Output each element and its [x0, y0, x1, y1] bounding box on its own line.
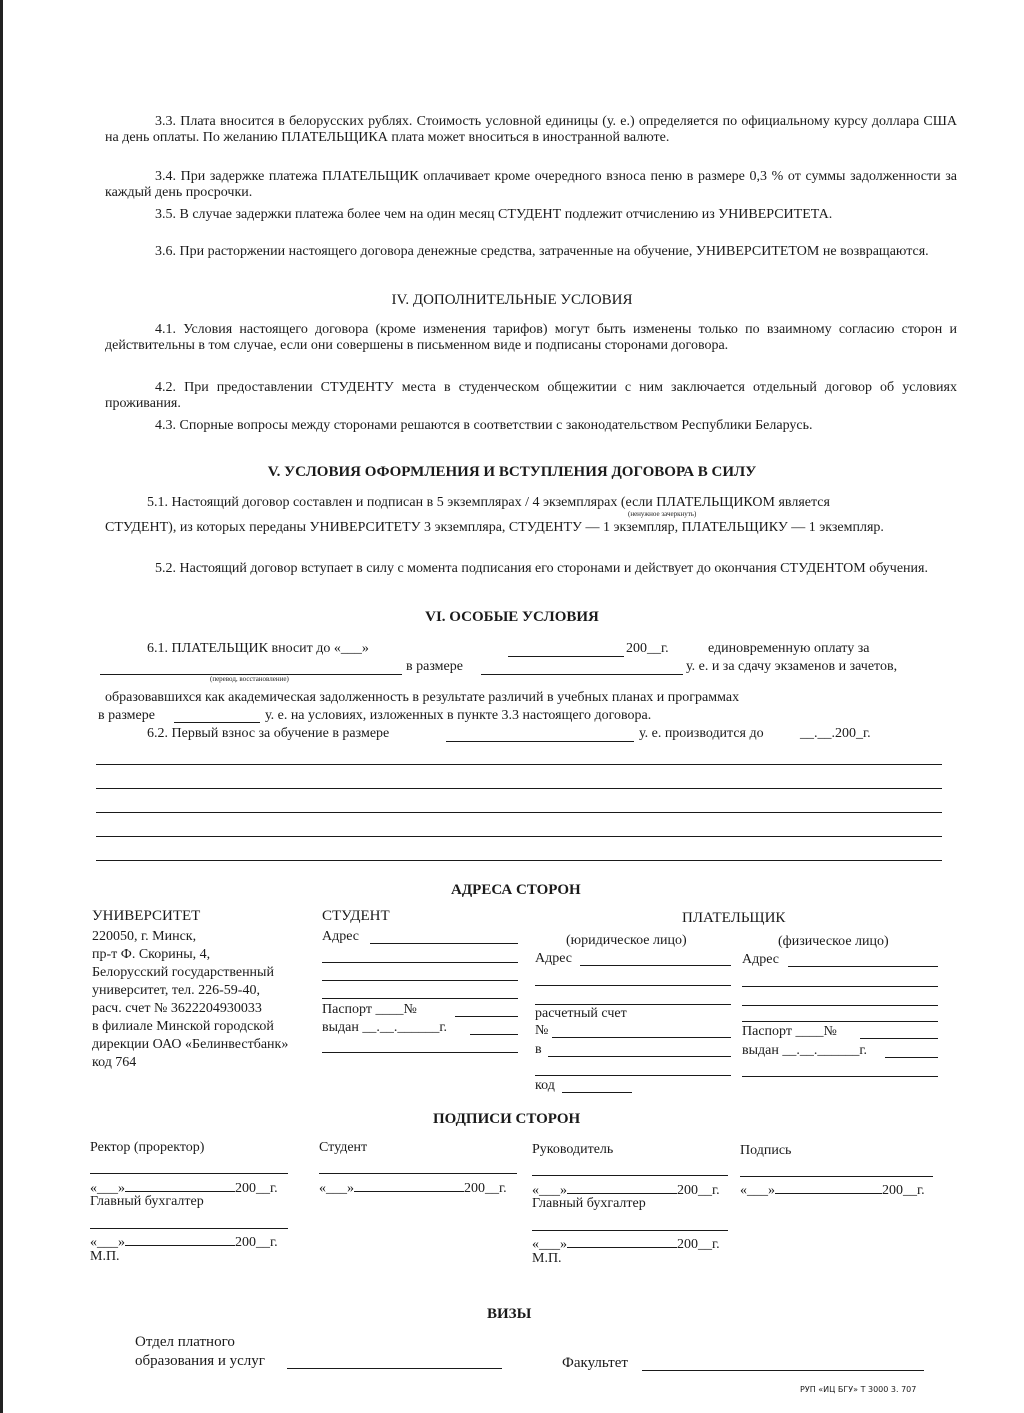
clause-3-6: 3.6. При расторжении настоящего договора денежные средства, затраченные на обучение, УНИВЕРСИТЕТОМ не возвращаются. [155, 244, 929, 259]
clause-6-1-line4-b: у. е. на условиях, изложенных в пункте 3.3 настоящего договора. [265, 708, 652, 723]
payer-legal-address-line-2[interactable] [535, 985, 731, 986]
rector-label: Ректор (проректор) [90, 1140, 205, 1155]
university-line: университет, тел. 226-59-40, [92, 983, 260, 998]
university-address-block [92, 928, 288, 1072]
debt-amount-line[interactable] [174, 722, 260, 723]
special-conditions-line-5[interactable] [96, 860, 942, 861]
chief-accountant-label-right: Главный бухгалтер [532, 1196, 646, 1211]
sign-label: Подпись [740, 1143, 792, 1158]
university-heading: УНИВЕРСИТЕТ [92, 908, 201, 924]
clause-6-2-b: у. е. производится до [639, 726, 764, 741]
signatures-title: ПОДПИСИ СТОРОН [433, 1111, 581, 1127]
university-line: Белорусский государственный [92, 965, 274, 980]
scan-edge [0, 0, 3, 1413]
head-label: Руководитель [532, 1142, 614, 1157]
clause-5-2: 5.2. Настоящий договор вступает в силу с момента подписания его сторонами и действует до окончания СТУДЕНТОМ обучения. [155, 561, 928, 576]
clause-3-5: 3.5. В случае задержки платежа более чем на один месяц СТУДЕНТ подлежит отчислению из УНИВЕРСИТЕТА. [155, 207, 833, 222]
student-signature-line[interactable] [319, 1173, 517, 1174]
chief-accountant-signature-line-right[interactable] [532, 1230, 728, 1231]
chief-accountant-label-left: Главный бухгалтер [90, 1194, 204, 1209]
payer-physical-address-line-2[interactable] [742, 986, 938, 987]
visa-dept-line1: Отдел платного [135, 1334, 235, 1350]
payer-issued-line-2[interactable] [742, 1076, 938, 1077]
payer-issued-line-1[interactable] [885, 1057, 938, 1058]
special-conditions-line-2[interactable] [96, 788, 942, 789]
clause-6-1-line3: образовавшихся как академическая задолженность в результате различий в учебных планах и программах [105, 690, 740, 705]
special-conditions-line-3[interactable] [96, 812, 942, 813]
payer-physical-label: (физическое лицо) [778, 934, 889, 949]
payer-sign-date: «___» 200__г. [740, 1180, 925, 1199]
clause-6-1-amount-label: в размере [406, 659, 463, 674]
head-date: «___» 200__г. [532, 1180, 720, 1199]
special-conditions-line-1[interactable] [96, 764, 942, 765]
payer-physical-address-line-1[interactable] [788, 966, 938, 967]
payer-legal-address-line-1[interactable] [580, 965, 731, 966]
student-address-line-4[interactable] [322, 998, 518, 999]
student-issued-line-1[interactable] [470, 1034, 518, 1035]
payment-amount-line[interactable] [481, 674, 683, 675]
rector-signature-line[interactable] [90, 1173, 288, 1174]
visa-faculty-signature-line[interactable] [642, 1370, 924, 1371]
student-passport: Паспорт ____№ [322, 1002, 417, 1017]
first-payment-amount-line[interactable] [446, 741, 634, 742]
special-conditions-line-4[interactable] [96, 836, 942, 837]
university-line: 220050, г. Минск, [92, 929, 197, 944]
university-line: в филиале Минской городской [92, 1019, 274, 1034]
clause-6-1-start: 6.1. ПЛАТЕЛЬЩИК вносит до «___» [147, 641, 369, 656]
clause-4-1: 4.1. Условия настоящего договора (кроме изменения тарифов) могут быть изменены только по взаимному согласию сторон и действительны в том случае, если они совершены в письменном виде и подписаны сторонами договора. [105, 322, 957, 353]
clause-6-1-end: единовременную оплату за [708, 641, 870, 656]
head-signature-line[interactable] [532, 1175, 728, 1176]
stamp-right: М.П. [532, 1251, 562, 1266]
clause-4-3: 4.3. Спорные вопросы между сторонами решаются в соответствии с законодательством Республики Беларусь. [155, 418, 813, 433]
visa-faculty-label: Факультет [562, 1355, 628, 1371]
payer-bank-line-2[interactable] [535, 1075, 731, 1076]
student-issued: выдан __.__.______г. [322, 1020, 448, 1035]
stamp-left: М.П. [90, 1249, 120, 1264]
payer-signature-line[interactable] [740, 1176, 933, 1177]
payer-bank-line-1[interactable] [548, 1056, 731, 1057]
clause-6-1-exams: у. е. и за сдачу экзаменов и зачетов, [686, 659, 898, 674]
student-address-line-3[interactable] [322, 980, 518, 981]
payer-passport: Паспорт ____№ [742, 1024, 837, 1039]
payer-issued: выдан __.__.______г. [742, 1043, 868, 1058]
student-passport-number-line[interactable] [455, 1016, 518, 1017]
student-address-line-1[interactable] [370, 943, 518, 944]
visa-dept-line2: образования и услуг [135, 1353, 265, 1369]
clause-6-1-note: (перевод, восстановление) [210, 675, 289, 683]
payer-code-line[interactable] [562, 1092, 632, 1093]
payer-account-number-label: № [535, 1023, 549, 1038]
student-address-label: Адрес [322, 929, 360, 944]
clause-6-2-date: __.__.200_г. [800, 726, 871, 741]
payer-legal-label: (юридическое лицо) [566, 933, 687, 948]
visa-dept-signature-line[interactable] [287, 1368, 502, 1369]
addresses-title: АДРЕСА СТОРОН [451, 882, 581, 898]
clause-5-1-line1: 5.1. Настоящий договор составлен и подписан в 5 экземплярах / 4 экземплярах (если ПЛАТЕЛЬЩИКОМ является [147, 495, 830, 510]
student-sign-date: «___» 200__г. [319, 1178, 507, 1197]
payer-account-number-line[interactable] [552, 1037, 731, 1038]
clause-5-1-rest: СТУДЕНТ), из которых переданы УНИВЕРСИТЕТУ 3 экземпляра, СТУДЕНТУ — 1 экземпляр, ПЛАТЕЛЬЩИКУ — 1 экземпляр. [105, 520, 884, 535]
student-issued-line-2[interactable] [322, 1052, 518, 1053]
section-4-title: IV. ДОПОЛНИТЕЛЬНЫЕ УСЛОВИЯ [391, 292, 633, 308]
payer-bank-label: в [535, 1042, 542, 1057]
clause-6-1-line4-a: в размере [98, 708, 155, 723]
university-line: код 764 [92, 1055, 137, 1070]
university-line: пр-т Ф. Скорины, 4, [92, 947, 211, 962]
student-heading: СТУДЕНТ [322, 908, 390, 924]
payer-code-label: код [535, 1078, 555, 1093]
chief-accountant-signature-line-left[interactable] [90, 1228, 288, 1229]
clause-5-1-note: (ненужное зачеркнуть) [628, 510, 697, 518]
chief-accountant-date-left: «___» 200__г. [90, 1232, 278, 1251]
payer-account-label: расчетный счет [535, 1006, 627, 1021]
payer-physical-address-line-3[interactable] [742, 1005, 938, 1006]
payer-physical-address-line-4[interactable] [742, 1021, 938, 1022]
clause-3-4: 3.4. При задержке платежа ПЛАТЕЛЬЩИК оплачивает кроме очередного взноса пеню в размере 0,3 % от суммы задолженности за каждый день просрочки. [105, 169, 957, 200]
rector-date: «___» 200__г. [90, 1178, 278, 1197]
chief-accountant-date-right: «___» 200__г. [532, 1234, 720, 1253]
payer-passport-number-line[interactable] [860, 1038, 938, 1039]
student-address-line-2[interactable] [322, 962, 518, 963]
visas-title: ВИЗЫ [487, 1306, 532, 1322]
section-5-title: V. УСЛОВИЯ ОФОРМЛЕНИЯ И ВСТУПЛЕНИЯ ДОГОВОРА В СИЛУ [267, 464, 757, 480]
payer-physical-address-label: Адрес [742, 952, 780, 967]
clause-6-1-year: 200__г. [626, 641, 669, 656]
clause-4-2: 4.2. При предоставлении СТУДЕНТУ места в студенческом общежитии с ним заключается отдельный договор об условиях проживания. [105, 380, 957, 411]
university-line: расч. счет № 3622204930033 [92, 1001, 262, 1016]
section-6-title: VI. ОСОБЫЕ УСЛОВИЯ [425, 609, 599, 625]
student-sign-label: Студент [319, 1140, 368, 1155]
clause-6-2-a: 6.2. Первый взнос за обучение в размере [147, 726, 390, 741]
print-footer: РУП «ИЦ БГУ» Т 3000 3. 707 [800, 1385, 917, 1394]
clause-3-3: 3.3. Плата вносится в белорусских рублях. Стоимость условной единицы (у. е.) определяется по официальному курсу доллара США на день оплаты. По желанию ПЛАТЕЛЬЩИКА плата может вноситься в иностранной валюте. [105, 114, 957, 145]
university-line: дирекции ОАО «Белинвестбанк» [92, 1037, 289, 1052]
payment-date-line[interactable] [508, 656, 624, 657]
payer-legal-address-line-3[interactable] [535, 1004, 731, 1005]
payer-heading: ПЛАТЕЛЬЩИК [682, 910, 786, 926]
payer-legal-address-label: Адрес [535, 951, 573, 966]
